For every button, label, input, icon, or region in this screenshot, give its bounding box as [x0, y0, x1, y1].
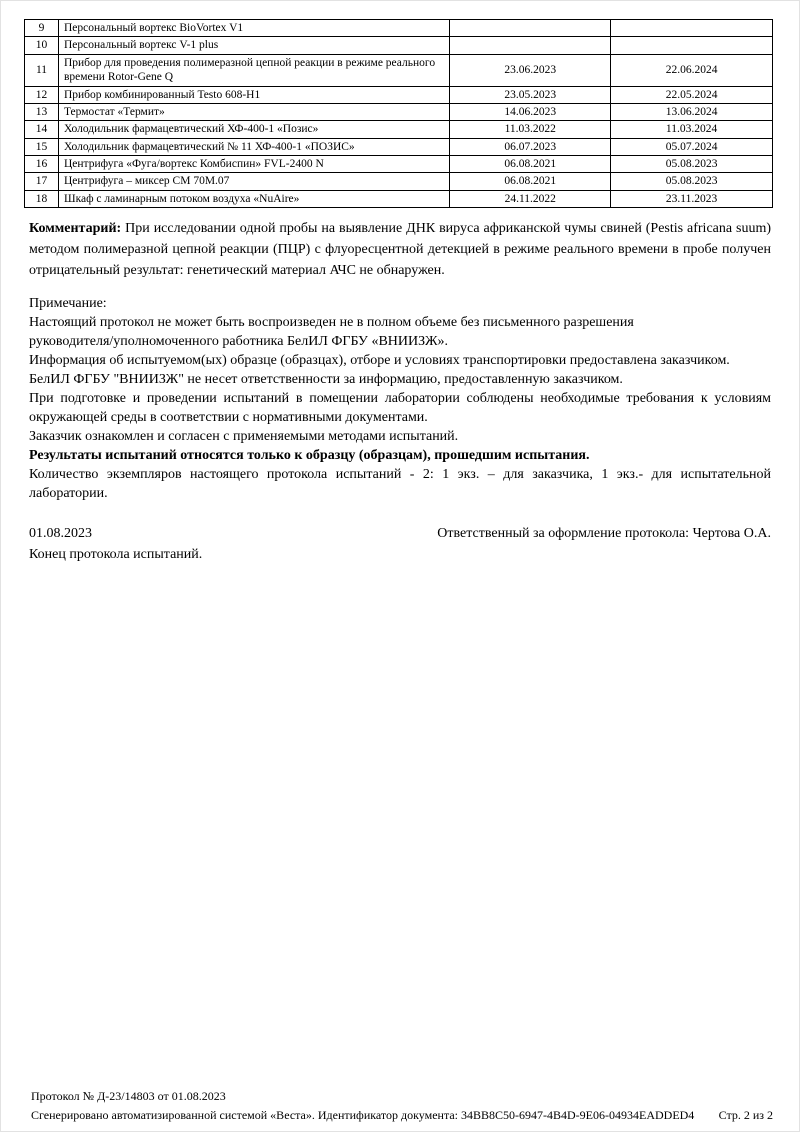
date-to-cell: 05.07.2024	[611, 138, 773, 155]
equipment-name-cell: Персональный вортекс V-1 plus	[58, 37, 449, 54]
footer-protocol-number: Протокол № Д-23/14803 от 01.08.2023	[31, 1089, 226, 1103]
table-row	[25, 54, 773, 86]
table-row	[25, 121, 773, 138]
row-number-cell: 16	[25, 156, 59, 173]
equipment-name-cell: Центрифуга «Фуга/вортекс Комбиспин» FVL-2400 N	[58, 156, 449, 173]
date-from-cell	[450, 20, 611, 37]
date-to-cell: 22.06.2024	[611, 54, 773, 86]
table-row	[25, 86, 773, 103]
table-row	[25, 103, 773, 120]
date-to-cell: 22.05.2024	[611, 86, 773, 103]
row-number-cell: 12	[25, 86, 59, 103]
note-line-results: Результаты испытаний относятся только к образцу (образцам), прошедшим испытания.	[29, 448, 590, 464]
note-line: Настоящий протокол не может быть воспроизведен не в полном объеме без письменного разрешения	[29, 315, 634, 331]
date-from-cell: 23.06.2023	[450, 54, 611, 86]
date-to-cell: 05.08.2023	[611, 156, 773, 173]
date-from-cell: 06.07.2023	[450, 138, 611, 155]
footer-generated-info: Сгенерировано автоматизированной системой «Веста». Идентификатор документа: 34BB8C50-6947-4B4D-9E06-04934EADDED4	[31, 1108, 695, 1122]
page-footer	[31, 1087, 773, 1125]
end-of-protocol: Конец протокола испытаний.	[29, 547, 203, 563]
table-row	[25, 37, 773, 54]
equipment-name-cell: Прибор для проведения полимеразной цепной реакции в режиме реального времени Rotor-Gene Q	[58, 54, 449, 86]
protocol-page	[1, 1, 799, 1131]
table-row	[25, 190, 773, 207]
row-number-cell: 13	[25, 103, 59, 120]
date-to-cell	[611, 20, 773, 37]
note-line: Информация об испытуемом(ых) образце (образцах), отборе и условиях транспортировки предоставлена заказчиком.	[29, 353, 730, 369]
note-line: Заказчик ознакомлен и согласен с применяемыми методами испытаний.	[29, 429, 459, 445]
date-from-cell: 06.08.2021	[450, 173, 611, 190]
date-to-cell: 05.08.2023	[611, 173, 773, 190]
date-to-cell: 23.11.2023	[611, 190, 773, 207]
date-from-cell: 06.08.2021	[450, 156, 611, 173]
row-number-cell: 14	[25, 121, 59, 138]
date-to-cell: 13.06.2024	[611, 103, 773, 120]
note-line: руководителя/уполномоченного работника БелИЛ ФГБУ «ВНИИЗЖ».	[29, 334, 448, 350]
comment-paragraph	[29, 218, 771, 281]
equipment-name-cell: Шкаф с ламинарным потоком воздуха «NuAire»	[58, 190, 449, 207]
equipment-name-cell: Термостат «Термит»	[58, 103, 449, 120]
protocol-date: 01.08.2023	[29, 526, 92, 542]
equipment-name-cell: Персональный вортекс BioVortex V1	[58, 20, 449, 37]
row-number-cell: 9	[25, 20, 59, 37]
footer-page-number: Стр. 2 из 2	[718, 1108, 773, 1122]
date-to-cell	[611, 37, 773, 54]
equipment-name-cell: Холодильник фармацевтический № 11 ХФ-400-1 «ПОЗИС»	[58, 138, 449, 155]
table-row	[25, 156, 773, 173]
table-row	[25, 138, 773, 155]
equipment-name-cell: Прибор комбинированный Testo 608-H1	[58, 86, 449, 103]
row-number-cell: 15	[25, 138, 59, 155]
date-from-cell	[450, 37, 611, 54]
row-number-cell: 11	[25, 54, 59, 86]
table-row	[25, 20, 773, 37]
row-number-cell: 10	[25, 37, 59, 54]
comment-label: Комментарий:	[29, 221, 122, 237]
notes-label: Примечание:	[29, 296, 107, 312]
equipment-name-cell: Центрифуга – миксер СМ 70М.07	[58, 173, 449, 190]
note-line: При подготовке и проведении испытаний в помещении лаборатории соблюдены необходимые требования к условиям окружающей среды в соответствии с нормативными документами.	[29, 391, 771, 426]
equipment-table	[24, 19, 773, 208]
row-number-cell: 18	[25, 190, 59, 207]
date-to-cell: 11.03.2024	[611, 121, 773, 138]
date-from-cell: 14.06.2023	[450, 103, 611, 120]
date-from-cell: 11.03.2022	[450, 121, 611, 138]
row-number-cell: 17	[25, 173, 59, 190]
table-row	[25, 173, 773, 190]
date-from-cell: 24.11.2022	[450, 190, 611, 207]
note-line: Количество экземпляров настоящего протокола испытаний - 2: 1 экз. – для заказчика, 1 экз.- для испытательной лаборатории.	[29, 467, 771, 502]
date-from-cell: 23.05.2023	[450, 86, 611, 103]
responsible-person: Ответственный за оформление протокола: Чертова О.А.	[437, 526, 771, 542]
note-line: БелИЛ ФГБУ "ВНИИЗЖ" не несет ответственности за информацию, предоставленную заказчиком.	[29, 372, 623, 388]
signature-row	[29, 523, 771, 544]
equipment-name-cell: Холодильник фармацевтический ХФ-400-1 «Позис»	[58, 121, 449, 138]
notes-block	[29, 294, 771, 503]
comment-text: При исследовании одной пробы на выявление ДНК вируса африканской чумы свиней (Pestis africana suum) методом полимеразной цепной реакции (ПЦР) с флуоресцентной детекцией в режиме реального времени в пробе получен отрицательный результат: генетический материал АЧС не обнаружен.	[29, 221, 771, 279]
